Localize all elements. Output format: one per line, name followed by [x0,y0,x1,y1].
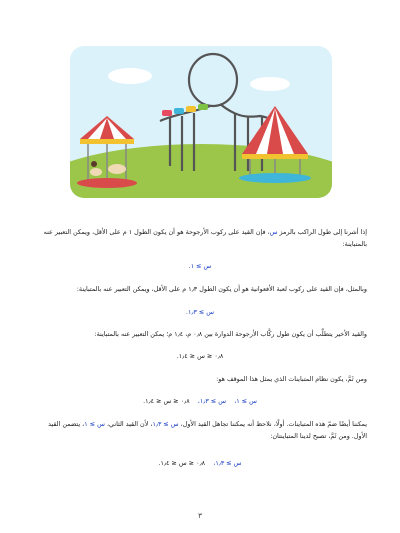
final-part-1: س ≥ ١٫٣، [213,459,242,467]
system-part-1: س ≥ ١، [234,397,257,405]
paragraph-2: وبالمثل، فإن القيد على ركوب لعبة الأفعوانية هو أن يكون الطول ١٫٣ م على الأقل، ويمكن التعبير عنه بالمتباينة: [76,285,367,293]
amusement-park-illustration [70,46,332,198]
system-part-3: ٠٫٨ ≤ س ≤ ١٫٤. [143,397,190,405]
inequality-system [0,396,400,406]
p5-text-a: يمكننا أيضًا ضمّ هذه المتباينات. أولًا، نلاحظ أنه يمكننا تجاهل القيد الأول، [178,420,367,428]
variable-s: س [269,228,278,236]
p1-text-b: ، فإن القيد على ركوب الأرجوحة هو أن يكون الطول ١ م على الأقل، ويمكن التعبير عنه بالمتباينة: [43,228,367,248]
p1-text-a: إذا أشرنا إلى طول الراكب بالرمز [277,228,367,236]
paragraph-3: والقيد الأخير يتطلَّب أن يكون طول ركَّاب الأرجوحة الدوارة بين ٠٫٨ م، ١٫٤ م؛ يمكن التعبير عنه بالمتباينة: [94,330,367,338]
p5-inequality-2: س ≥ ١ [84,420,105,428]
inequality-1: س ≥ ١. [188,262,212,270]
horse-icon [108,164,126,174]
inequality-final [0,458,400,468]
system-part-2: س ≥ ١٫٣، [197,397,227,405]
paragraph-1 [33,226,367,250]
p5-inequality-1: س ≥ ١٫٣ [152,420,179,428]
paragraph-4: ومن ثَمَّ، يكون نظام المتباينات الذي يمثل هذا الموقف هو: [216,375,367,383]
page-number: ٣ [198,512,202,520]
p5-text-c: ، يتضمن القيد الأول. ومن ثَمَّ، تصبح لدينا المتباينتان: [48,420,367,440]
paragraph-5 [33,418,367,442]
inequality-2: س ≥ ١٫٣. [185,308,215,316]
final-part-2: ٠٫٨ ≤ س ≤ ١٫٤. [158,459,206,467]
inequality-3: ٠٫٨ ≤ س ≤ ١٫٤. [176,352,224,360]
p5-text-b: ، لأن القيد الثاني، [104,420,153,428]
